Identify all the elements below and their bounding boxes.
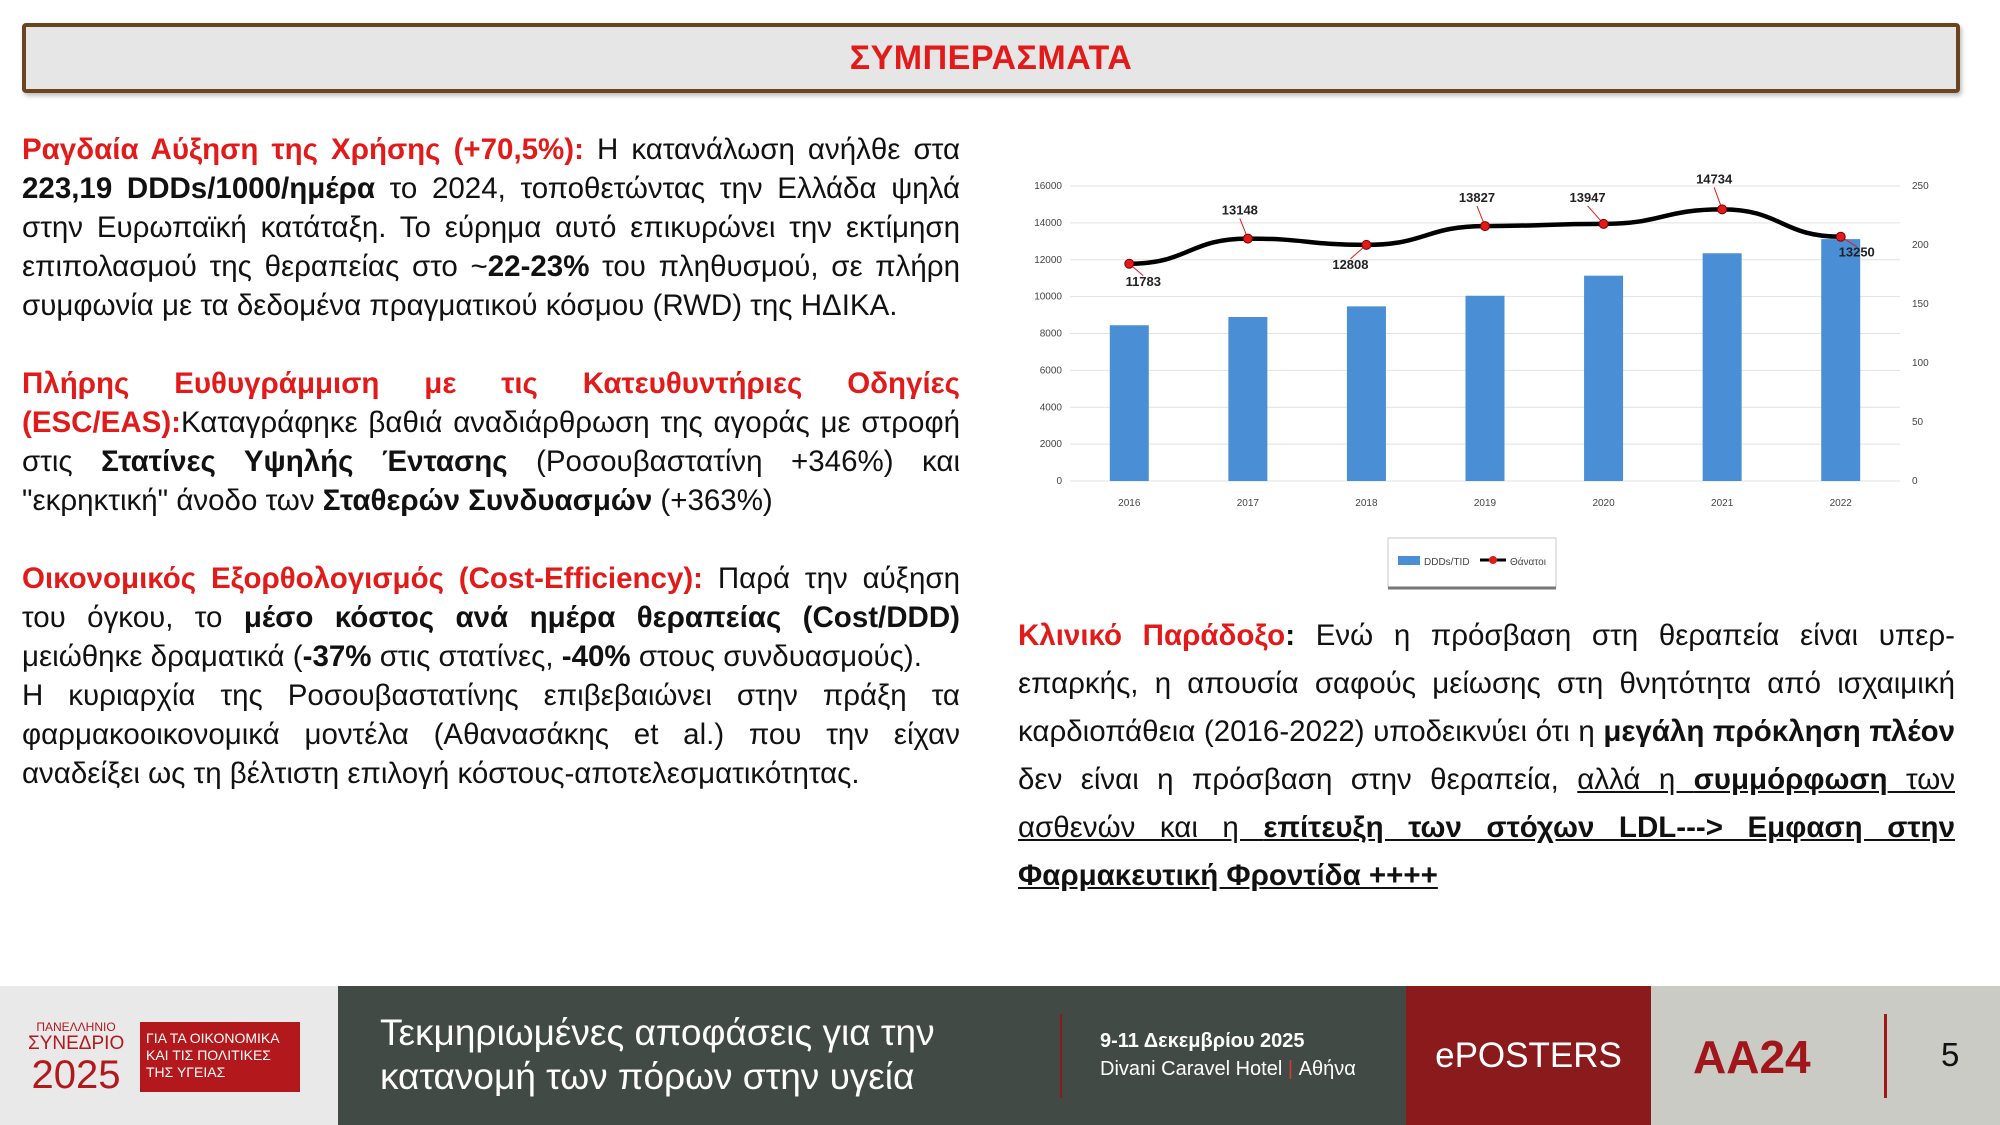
footer [0, 986, 2000, 1125]
paragraph-usage-growth: Ραγδαία Αύξηση της Χρήσης (+70,5%): Η κατανάλωση ανήλθε στα 223,19 DDDs/1000/ημέρα το 2024, τοποθετώντας την Ελλάδα ψηλά στην Ευρωπαϊκή κατάταξη. Το εύρημα αυτό επικυρώνει την εκτίμηση επιπολασμού της θεραπείας στο ~22-23% του πληθυσμού, σε πλήρη συμφωνία με τα δεδομένα πραγματικού κόσμου (RWD) της ΗΔΙΚΑ. [22, 133, 961, 322]
conference-logo [0, 986, 338, 1125]
y-tick-right: 250 [1912, 181, 1929, 192]
line-marker [1599, 219, 1608, 228]
data-label: 12808 [1332, 256, 1369, 272]
logo-line2: ΣΥΝΕΔΡΙΟ [28, 1033, 125, 1054]
x-tick-label: 2020 [1592, 498, 1615, 509]
x-tick-label: 2018 [1355, 498, 1378, 509]
page-title: ΣΥΜΠΕΡΑΣΜΑΤΑ [849, 38, 1133, 77]
bar [1584, 276, 1623, 481]
y-tick-left: 14000 [1034, 217, 1062, 229]
tagline-line1: Τεκμηριωμένες αποφάσεις για την [380, 1012, 935, 1053]
data-label: 13827 [1458, 190, 1496, 206]
tagline-line2: κατανομή των πόρων στην υγεία [380, 1056, 915, 1097]
line-marker [1362, 240, 1371, 249]
paragraph-lead: Ραγδαία Αύξηση της Χρήσης (+70,5%): [22, 133, 584, 166]
bar [1466, 296, 1505, 481]
y-tick-right: 200 [1912, 240, 1929, 251]
eposters-badge [1406, 986, 1651, 1125]
paragraph-lead: Κλινικό Παράδοξο [1018, 619, 1286, 652]
line-marker [1481, 222, 1490, 231]
x-tick-label: 2019 [1473, 498, 1497, 509]
paragraph-cost-efficiency: Οικονομικός Εξορθολογισμός (Cost-Efficiency): Παρά την αύξηση του όγκου, το μέσο κόστος ανά ημέρα θεραπείας (Cost/DDD) μειώθηκε δραματικά (-37% στις στατίνες, -40% στους συνδυασμούς). Η κυριαρχία της Ροσουβαστατίνης επιβεβαιώνει στην πράξη τα φαρμακοοικονομικά μοντέλα (Αθανασάκης et al.) που την είχαν αναδείξει ως τη βέλτιστη επιλογή κόστους-αποτελεσματικότητας. [22, 562, 961, 790]
data-label: 14734 [1696, 171, 1733, 187]
y-tick-left: 4000 [1039, 402, 1062, 414]
clinical-paradox-text: Κλινικό Παράδοξο: Ενώ η πρόσβαση στη θεραπεία είναι υπερ-επαρκής, η απουσία σαφούς μείωσης στη θνητότητα από ισχαιμική καρδιοπάθεια (2016-2022) υποδεικνύει ότι η μεγάλη πρόκληση πλέον δεν είναι η πρόσβαση στην θεραπεία, αλλά η συμμόρφωση των ασθενών και η επίτευξη των στόχων LDL---> Εμφαση στην Φαρμακευτική Φροντίδα ++++ [1018, 619, 1955, 892]
bar [1110, 325, 1149, 481]
y-tick-left: 0 [1056, 476, 1062, 487]
y-tick-right: 0 [1912, 476, 1918, 487]
logo-year: 2025 [31, 1053, 121, 1097]
y-tick-left: 6000 [1039, 365, 1062, 377]
paragraph-lead: Πλήρης Ευθυγράμμιση με τις Κατευθυντήριες Οδηγίες (ESC/EAS): [22, 367, 960, 439]
logo-box: ΓΙΑ ΤΑ ΟΙΚΟΝΟΜΙΚΑ ΚΑΙ ΤΙΣ ΠΟΛΙΤΙΚΕΣ ΤΗΣ ΥΓΕΙΑΣ [140, 1022, 300, 1092]
x-tick-label: 2016 [1118, 498, 1141, 509]
footer-tagline [338, 986, 1406, 1125]
chart-svg [1000, 160, 1935, 600]
title-bar [22, 23, 1960, 93]
y-tick-left: 16000 [1034, 181, 1062, 192]
line-marker [1836, 232, 1845, 241]
bar [1703, 253, 1742, 481]
event-venue: Divani Caravel Hotel | Αθήνα [1100, 1058, 1356, 1080]
x-tick-label: 2021 [1711, 498, 1734, 509]
data-label: 11783 [1125, 273, 1162, 289]
y-tick-right: 150 [1912, 299, 1929, 310]
y-tick-right: 100 [1912, 358, 1929, 369]
line-marker [1125, 259, 1134, 268]
legend-swatch-marker [1489, 556, 1497, 564]
paragraph-guidelines: Πλήρης Ευθυγράμμιση με τις Κατευθυντήριες Οδηγίες (ESC/EAS):Καταγράφηκε βαθιά αναδιάρθρωση της αγοράς με στροφή στις Στατίνες Υψηλής Έντασης (Ροσουβαστατίνη +346%) και "εκρηκτική" άνοδο των Σταθερών Συνδυασμών (+363%) [22, 367, 961, 517]
code-divider [1884, 1014, 1887, 1098]
line-marker [1718, 205, 1727, 214]
legend-label-line: Θάνατοι [1510, 557, 1546, 568]
x-tick-label: 2022 [1829, 498, 1852, 509]
data-label: 13148 [1221, 202, 1258, 218]
paragraph-lead: Οικονομικός Εξορθολογισμός (Cost-Efficiency): [22, 562, 704, 595]
y-tick-left: 8000 [1039, 328, 1062, 340]
y-tick-left: 10000 [1034, 291, 1062, 303]
event-date: 9-11 Δεκεμβρίου 2025 [1100, 1030, 1305, 1052]
legend-swatch-bars [1398, 556, 1420, 565]
data-label: 13947 [1569, 189, 1606, 205]
page-number: 5 [1941, 1036, 1960, 1073]
left-column [22, 130, 960, 832]
x-tick-label: 2017 [1236, 498, 1259, 509]
bar [1347, 306, 1386, 481]
y-tick-left: 2000 [1039, 439, 1062, 451]
eposters-label: ePOSTERS [1435, 1035, 1622, 1075]
poster-code-area [1651, 986, 2000, 1125]
logo-line1: ΠΑΝΕΛΛΗΝΙΟ [36, 1020, 116, 1034]
y-tick-left: 12000 [1034, 254, 1062, 266]
legend-label-bars: DDDs/TID [1424, 557, 1470, 568]
footer-divider [1060, 1014, 1062, 1098]
poster-code: AA24 [1693, 1031, 1811, 1083]
bar [1821, 239, 1860, 481]
bar [1228, 317, 1267, 481]
data-label: 13250 [1838, 244, 1875, 260]
combo-chart [1000, 160, 1935, 600]
line-marker [1243, 234, 1252, 243]
y-tick-right: 50 [1912, 417, 1924, 428]
